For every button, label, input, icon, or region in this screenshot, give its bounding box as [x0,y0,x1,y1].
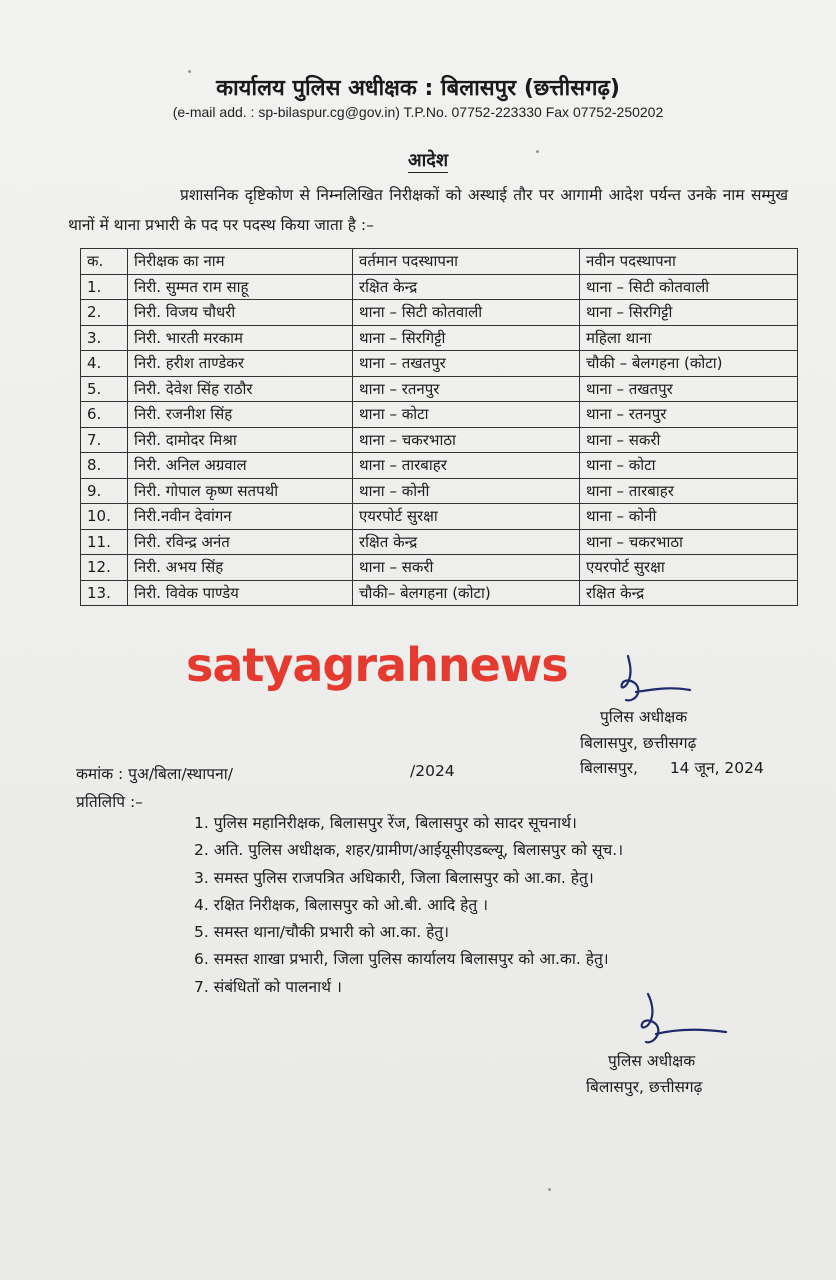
row-inspector-name: निरी. गोपाल कृष्ण सतपथी [128,478,353,504]
table-row [81,402,798,428]
postings-table [80,248,798,606]
header-current-posting: वर्तमान पदस्थापना [353,249,580,275]
watermark-logo: satyagrahnews [186,638,568,692]
signatory-2-place: बिलासपुर, छत्तीसगढ़ [586,1078,703,1096]
row-serial: 4. [81,351,128,377]
row-new-posting: महिला थाना [580,325,798,351]
row-new-posting: थाना – सिटी कोतवाली [580,274,798,300]
row-inspector-name: निरी. रविन्द्र अनंत [128,529,353,555]
list-item: 3. समस्त पुलिस राजपत्रित अधिकारी, जिला बिलासपुर को आ.का. हेतु। [194,868,594,887]
list-item: 7. संबंधितों को पालनार्थ । [194,977,342,996]
row-new-posting: रक्षित केन्द्र [580,580,798,606]
row-serial: 13. [81,580,128,606]
header-serial: क. [81,249,128,275]
paper-speck [548,1188,551,1191]
paper-speck [536,150,539,153]
signature-1-icon [606,650,696,710]
table-header-row [81,249,798,275]
order-heading [0,148,836,172]
table-row [81,453,798,479]
reference-number: कमांक : पुअ/बिला/स्थापना/ [76,765,233,783]
row-inspector-name: निरी. दामोदर मिश्रा [128,427,353,453]
row-serial: 7. [81,427,128,453]
row-serial: 10. [81,504,128,530]
row-current-posting: थाना – सिटी कोतवाली [353,300,580,326]
table-row [81,555,798,581]
table-row [81,580,798,606]
row-new-posting: थाना – चकरभाठा [580,529,798,555]
row-serial: 8. [81,453,128,479]
row-current-posting: थाना – कोनी [353,478,580,504]
row-inspector-name: निरी. रजनीश सिंह [128,402,353,428]
row-inspector-name: निरी. अभय सिंह [128,555,353,581]
copy-to-list [194,810,623,1001]
list-item: 4. रक्षित निरीक्षक, बिलासपुर को ओ.बी. आदि हेतु । [194,895,488,914]
date-place: बिलासपुर, [580,759,638,777]
table-row [81,427,798,453]
row-serial: 2. [81,300,128,326]
signature-2-icon [630,990,730,1052]
header-new-posting: नवीन पदस्थापना [580,249,798,275]
row-current-posting: रक्षित केन्द्र [353,274,580,300]
row-current-posting: थाना – सिरगिट्टी [353,325,580,351]
row-inspector-name: निरी. विजय चौधरी [128,300,353,326]
reference-year: /2024 [410,762,455,780]
order-heading-text: आदेश [407,150,449,171]
office-contact: (e-mail add. : sp-bilaspur.cg@gov.in) T.P.No. 07752-223330 Fax 07752-250202 [172,104,664,120]
order-date: 14 जून, 2024 [669,759,764,777]
row-new-posting: चौकी – बेलगहना (कोटा) [580,351,798,377]
table-row [81,529,798,555]
signatory-2-block [586,1048,702,1100]
row-current-posting: थाना – कोटा [353,402,580,428]
row-current-posting: थाना – चकरभाठा [353,427,580,453]
table-row [81,504,798,530]
signatory-1-place: बिलासपुर, छत्तीसगढ़ [580,734,697,752]
order-body-text: प्रशासनिक दृष्टिकोण से निम्नलिखित निरीक्षकों को अस्थाई तौर पर आगामी आदेश पर्यन्त उनके नाम सम्मुख थानों में थाना प्रभारी के पद पर पदस्थ किया जाता है :– [68,186,788,234]
table-row [81,376,798,402]
list-item: 5. समस्त थाना/चौकी प्रभारी को आ.का. हेतु। [194,923,450,942]
row-inspector-name: निरी.नवीन देवांगन [128,504,353,530]
table-row [81,351,798,377]
row-serial: 11. [81,529,128,555]
list-item: 6. समस्त शाखा प्रभारी, जिला पुलिस कार्यालय बिलासपुर को आ.का. हेतु। [194,950,609,969]
row-serial: 9. [81,478,128,504]
office-title: कार्यालय पुलिस अधीक्षक : बिलासपुर (छत्तीसगढ़) [216,76,620,101]
copy-to-label: प्रतिलिपि :– [76,793,143,811]
order-date-line [580,756,764,778]
row-inspector-name: निरी. सुम्मत राम साहू [128,274,353,300]
row-serial: 5. [81,376,128,402]
signatory-2-designation: पुलिस अधीक्षक [608,1052,696,1070]
row-new-posting: थाना – सिरगिट्टी [580,300,798,326]
row-current-posting: एयरपोर्ट सुरक्षा [353,504,580,530]
header-inspector-name: निरीक्षक का नाम [128,249,353,275]
signatory-1-designation: पुलिस अधीक्षक [600,708,688,726]
row-inspector-name: निरी. देवेश सिंह राठौर [128,376,353,402]
row-new-posting: थाना – रतनपुर [580,402,798,428]
row-inspector-name: निरी. विवेक पाण्डेय [128,580,353,606]
list-item: 1. पुलिस महानिरीक्षक, बिलासपुर रेंज, बिलासपुर को सादर सूचनार्थ। [194,814,577,832]
row-current-posting: चौकी– बेलगहना (कोटा) [353,580,580,606]
row-serial: 6. [81,402,128,428]
table-row [81,325,798,351]
row-new-posting: एयरपोर्ट सुरक्षा [580,555,798,581]
row-new-posting: थाना – तारबाहर [580,478,798,504]
row-new-posting: थाना – तखतपुर [580,376,798,402]
row-current-posting: थाना – तारबाहर [353,453,580,479]
row-new-posting: थाना – कोनी [580,504,798,530]
row-current-posting: थाना – तखतपुर [353,351,580,377]
signatory-1-block [580,704,696,756]
row-inspector-name: निरी. हरीश ताण्डेकर [128,351,353,377]
row-new-posting: थाना – कोटा [580,453,798,479]
row-new-posting: थाना – सकरी [580,427,798,453]
list-item: 2. अति. पुलिस अधीक्षक, शहर/ग्रामीण/आईयूसीएडब्ल्यू, बिलासपुर को सूच.। [194,841,624,860]
table-row [81,300,798,326]
row-current-posting: रक्षित केन्द्र [353,529,580,555]
table-row [81,274,798,300]
row-serial: 1. [81,274,128,300]
postings-table-body [81,249,798,606]
row-current-posting: थाना – सकरी [353,555,580,581]
table-row [81,478,798,504]
row-serial: 12. [81,555,128,581]
row-inspector-name: निरी. अनिल अग्रवाल [128,453,353,479]
row-inspector-name: निरी. भारती मरकाम [128,325,353,351]
paper-speck [188,70,191,73]
row-serial: 3. [81,325,128,351]
row-current-posting: थाना – रतनपुर [353,376,580,402]
